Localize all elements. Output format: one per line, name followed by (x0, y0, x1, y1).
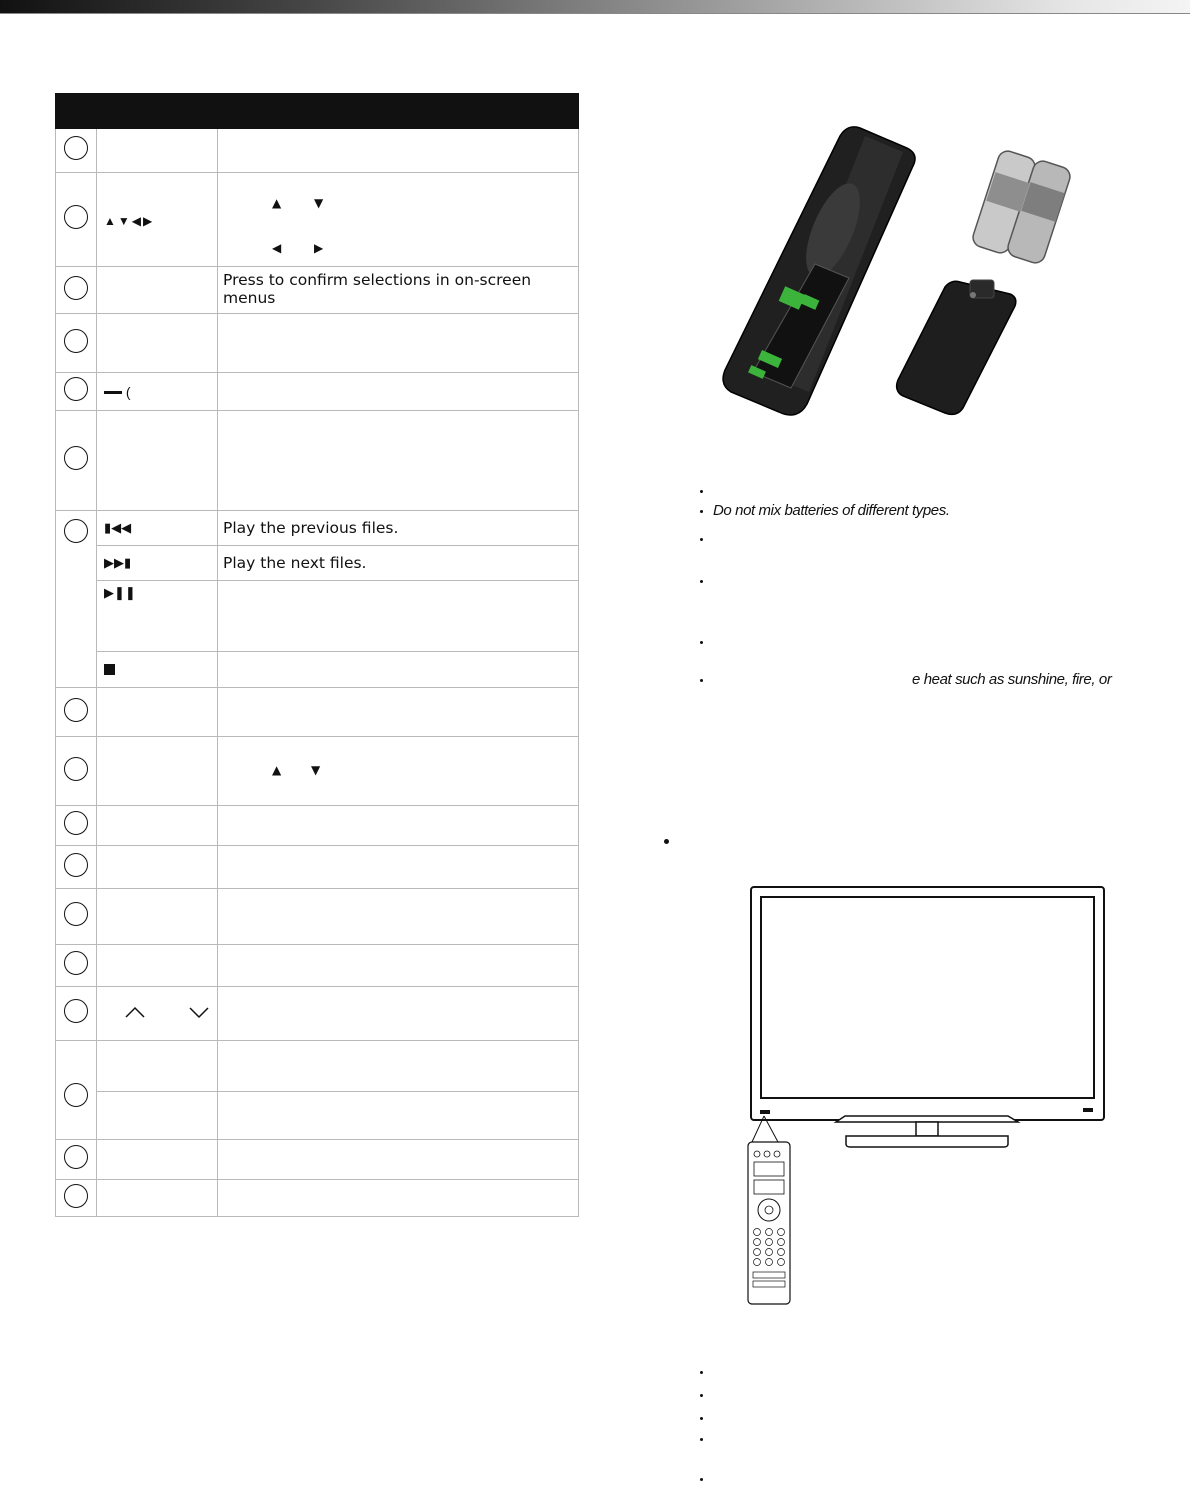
table-row: Press to confirm selections in on-screen menus (56, 267, 579, 314)
header-button-cell (97, 94, 218, 129)
table-row: ▶▶▮ Play the next files. (56, 546, 579, 581)
previous-track-icon: ▮◀◀ (97, 511, 218, 546)
up-down-arrows (223, 188, 578, 220)
triangle-right-icon: ▶ (143, 213, 155, 228)
table-row (56, 411, 579, 511)
table-row (56, 1041, 579, 1092)
battery-note (700, 633, 713, 649)
tv-image (751, 887, 1104, 1147)
left-right-arrows (223, 220, 578, 255)
battery-cover-image (897, 280, 1016, 414)
circle-number-icon (64, 1083, 88, 1107)
table-row (56, 1140, 579, 1180)
list-item (700, 1409, 713, 1425)
circle-number-icon (64, 757, 88, 781)
stop-icon (104, 664, 115, 675)
table-row (56, 945, 579, 987)
circle-number-icon (64, 519, 88, 543)
circle-number-icon (64, 377, 88, 401)
ir-sensor (760, 1110, 770, 1114)
up-down-arrows (223, 755, 578, 787)
circle-number-icon (64, 446, 88, 470)
triangle-down-icon: ▼ (117, 213, 132, 228)
circle-number-icon (64, 951, 88, 975)
triangle-left-icon: ◀ (131, 213, 144, 228)
table-row (56, 1180, 579, 1217)
circle-number-icon (64, 205, 88, 229)
table-row (56, 846, 579, 889)
table-row: ▮◀◀ Play the previous files. (56, 511, 579, 546)
circle-number-icon (64, 999, 88, 1023)
triangle-right-icon: ▶ (314, 240, 324, 255)
chevron-up-icon (126, 1008, 144, 1017)
triangle-down-icon: ▼ (314, 195, 324, 210)
table-row (56, 987, 579, 1041)
table-header-row (56, 94, 579, 129)
table-row (56, 889, 579, 945)
header-description-cell (218, 94, 579, 129)
table-row (56, 129, 579, 173)
header-rule (0, 13, 1190, 14)
table-row (56, 173, 579, 267)
play-pause-icon: ▶❚❚ (97, 581, 218, 652)
triangle-up-icon: ▲ (272, 195, 282, 210)
list-item (700, 1386, 713, 1402)
header-gradient-bar (0, 0, 1190, 13)
battery-note (700, 530, 713, 546)
table-row (56, 806, 579, 846)
bullet-marker (664, 832, 679, 848)
triangle-up-icon: ▲ (272, 763, 282, 777)
battery-note: Do not mix batteries of different types. (700, 502, 950, 519)
battery-note (700, 572, 713, 588)
next-track-icon: ▶▶▮ (97, 546, 218, 581)
table-row: ( (56, 373, 579, 411)
dash-icon (104, 391, 122, 394)
remote-front-image (748, 1142, 790, 1304)
list-item (700, 1430, 713, 1446)
list-item (700, 1363, 713, 1379)
triangle-left-icon: ◀ (272, 240, 282, 255)
table-row (56, 652, 579, 688)
table-row (56, 581, 579, 652)
battery-install-illustration (715, 122, 1095, 422)
circle-number-icon (64, 811, 88, 835)
battery-note-fragment: e heat such as sunshine, fire, or (912, 671, 1112, 688)
aaa-batteries-image (970, 149, 1072, 266)
triangle-up-icon: ▲ (104, 213, 118, 228)
circle-number-icon (64, 1184, 88, 1208)
tv-remote-aim-illustration (740, 884, 1110, 1309)
battery-note (700, 671, 713, 687)
circle-number-icon (64, 853, 88, 877)
remote-buttons-table (55, 93, 579, 1217)
circle-number-icon (64, 698, 88, 722)
chevron-down-icon (190, 1008, 208, 1017)
circle-number-icon (64, 136, 88, 160)
triangle-down-icon: ▼ (311, 763, 321, 777)
table-row (56, 1092, 579, 1140)
circle-number-icon (64, 329, 88, 353)
list-item (700, 1470, 713, 1486)
circle-number-icon (64, 276, 88, 300)
table-row (56, 737, 579, 806)
chevron-up-down-icons (104, 1002, 214, 1022)
circle-number-icon (64, 902, 88, 926)
header-number-cell (56, 94, 97, 129)
battery-note (700, 482, 713, 498)
table-row (56, 688, 579, 737)
remote-back-image (723, 127, 915, 415)
table-row (56, 314, 579, 373)
circle-number-icon (64, 1145, 88, 1169)
